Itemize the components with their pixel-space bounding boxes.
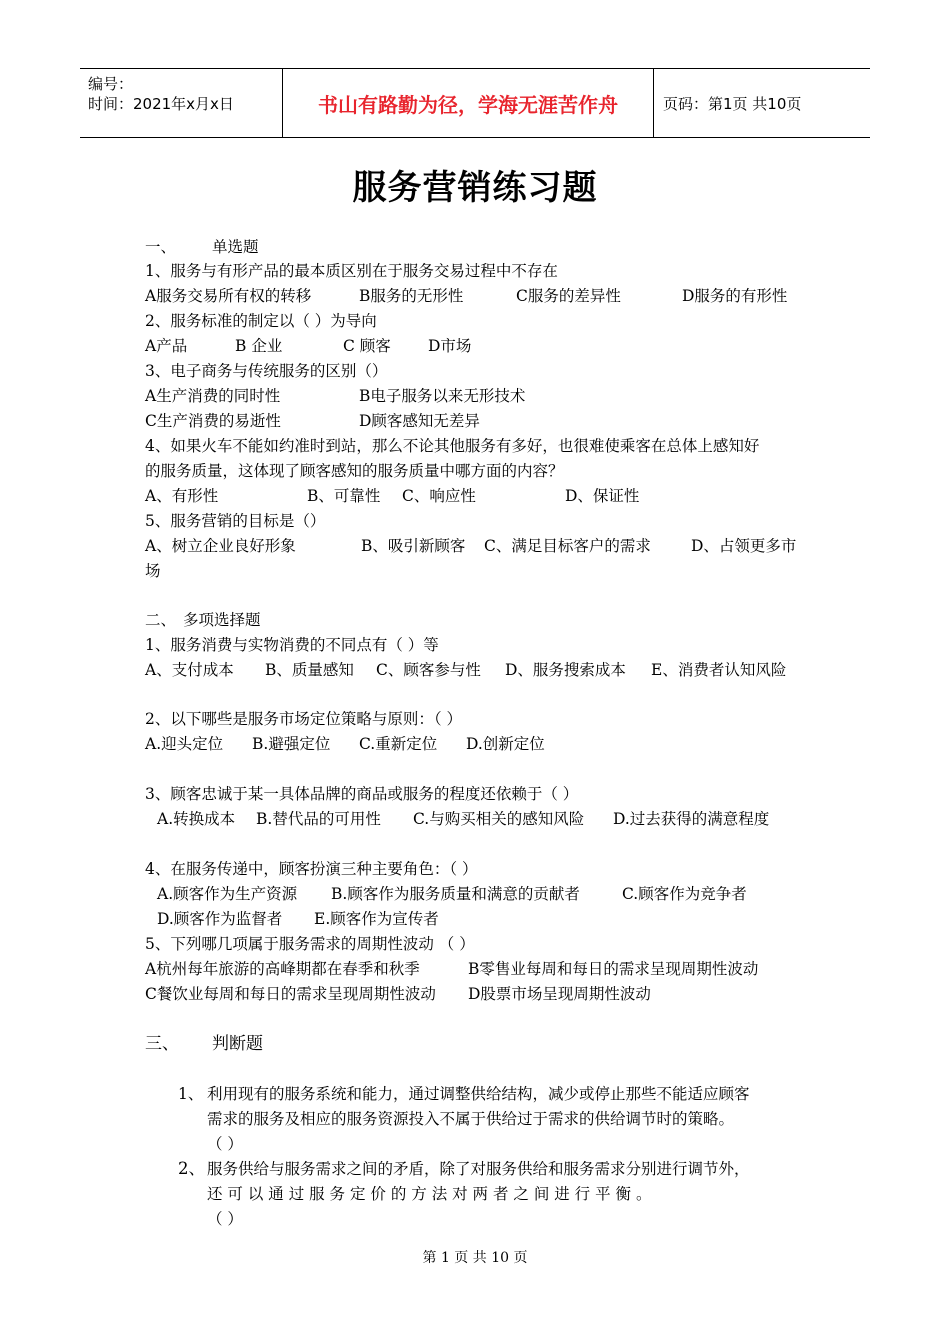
section-1-heading: 单选题 — [212, 238, 259, 256]
s2-question-5: 5、下列哪几项属于服务需求的周期性波动 （ ） — [145, 935, 475, 953]
s2-q4-option-c: C.顾客作为竞争者 — [622, 885, 747, 903]
s2-q4-option-a: A.顾客作为生产资源 — [157, 885, 298, 903]
s2-q3-option-c: C.与购买相关的感知风险 — [413, 810, 585, 828]
s1-q2-option-a: A产品 — [145, 337, 188, 355]
s1-question-3: 3、电子商务与传统服务的区别（） — [145, 362, 388, 380]
s1-q4-option-c: C、响应性 — [402, 487, 476, 505]
s1-q1-option-c: C服务的差异性 — [516, 287, 621, 305]
s1-q3-option-d: D顾客感知无差异 — [359, 412, 480, 430]
s1-question-5: 5、服务营销的目标是（） — [145, 512, 326, 530]
s2-q3-option-d: D.过去获得的满意程度 — [613, 810, 770, 828]
page-title: 服务营销练习题 — [352, 168, 598, 208]
s1-question-2: 2、服务标准的制定以（ ）为导向 — [145, 312, 377, 330]
s2-q3-option-a: A.转换成本 — [157, 810, 236, 828]
s1-question-4-line-1: 4、如果火车不能如约准时到站，那么不论其他服务有多好，也很难使乘客在总体上感知好 — [145, 437, 760, 455]
s2-q1-option-d: D、服务搜索成本 — [505, 661, 626, 679]
s2-q3-option-b: B.替代品的可用性 — [256, 810, 381, 828]
s2-q1-option-b: B、质量感知 — [265, 661, 354, 679]
s2-question-4: 4、在服务传递中，顾客扮演三种主要角色：（ ） — [145, 860, 478, 878]
s3-question-2-blank: （ ） — [207, 1210, 243, 1228]
s2-q4-option-d: D.顾客作为监督者 — [157, 910, 283, 928]
s1-q4-option-b: B、可靠性 — [307, 487, 381, 505]
s3-question-2-line-1: 服务供给与服务需求之间的矛盾，除了对服务供给和服务需求分别进行调节外， — [207, 1160, 750, 1178]
s2-question-3: 3、顾客忠诚于某一具体品牌的商品或服务的程度还依赖于（ ） — [145, 785, 579, 803]
time-label: 时间：2021年x月x日 — [88, 95, 234, 113]
s2-q5-option-d: D股票市场呈现周期性波动 — [468, 985, 651, 1003]
s2-q4-option-b: B.顾客作为服务质量和满意的贡献者 — [331, 885, 580, 903]
s3-question-1-number: 1、 — [178, 1085, 204, 1103]
section-2-heading: 多项选择题 — [183, 611, 261, 629]
s2-q1-option-a: A、支付成本 — [145, 661, 234, 679]
section-3-number: 三、 — [145, 1034, 179, 1054]
s1-q4-option-a: A、有形性 — [145, 487, 219, 505]
s3-question-1-line-2: 需求的服务及相应的服务资源投入不属于供给过于需求的供给调节时的策略。 — [207, 1110, 735, 1128]
s1-q2-option-d: D市场 — [428, 337, 472, 355]
s2-q5-option-a: A杭州每年旅游的高峰期都在春季和秋季 — [145, 960, 420, 978]
header-motto: 书山有路勤为径，学海无涯苦作舟 — [283, 69, 654, 137]
s3-question-2-number: 2、 — [178, 1159, 205, 1178]
header-page-info: 页码：第1页 共10页 — [663, 95, 802, 113]
s2-q4-option-e: E.顾客作为宣传者 — [314, 910, 439, 928]
section-1-number: 一、 — [145, 238, 177, 256]
s2-q5-option-b: B零售业每周和每日的需求呈现周期性波动 — [468, 960, 759, 978]
s1-q3-option-a: A生产消费的同时性 — [145, 387, 281, 405]
s2-question-1: 1、服务消费与实物消费的不同点有（ ）等 — [145, 636, 439, 654]
header-meta-cell — [80, 69, 283, 137]
s1-q3-option-c: C生产消费的易逝性 — [145, 412, 281, 430]
number-label: 编号： — [88, 75, 134, 93]
s1-question-4-line-2: 的服务质量，这体现了顾客感知的服务质量中哪方面的内容？ — [145, 462, 564, 480]
document-header — [80, 68, 870, 138]
s1-q5-option-d: D、占领更多市 — [691, 537, 797, 555]
s2-q5-option-c: C餐饮业每周和每日的需求呈现周期性波动 — [145, 985, 436, 1003]
s1-q2-option-c: C 顾客 — [343, 337, 391, 355]
s3-question-1-line-1: 利用现有的服务系统和能力，通过调整供给结构，减少或停止那些不能适应顾客 — [207, 1085, 750, 1103]
s2-q1-option-e: E、消费者认知风险 — [651, 661, 787, 679]
s1-q4-option-d: D、保证性 — [565, 487, 640, 505]
s1-q2-option-b: B 企业 — [235, 337, 283, 355]
s3-question-1-blank: （ ） — [207, 1135, 243, 1153]
s2-q2-option-c: C.重新定位 — [359, 735, 438, 753]
s2-q2-option-a: A.迎头定位 — [145, 735, 224, 753]
s1-q3-option-b: B电子服务以来无形技术 — [359, 387, 526, 405]
s2-q2-option-b: B.避强定位 — [252, 735, 331, 753]
page-footer: 第 1 页 共 10 页 — [422, 1250, 528, 1266]
section-2-number: 二、 — [145, 611, 177, 629]
s1-q1-option-d: D服务的有形性 — [682, 287, 788, 305]
section-3-heading: 判断题 — [212, 1034, 263, 1054]
s2-q2-option-d: D.创新定位 — [466, 735, 545, 753]
s1-q5-option-c: C、满足目标客户的需求 — [484, 537, 651, 555]
s3-question-2-line-2: 还 可 以 通 过 服 务 定 价 的 方 法 对 两 者 之 间 进 行 平 衡 。 — [207, 1185, 652, 1203]
s2-question-2: 2、以下哪些是服务市场定位策略与原则：（ ） — [145, 710, 463, 728]
s1-q5-option-a: A、树立企业良好形象 — [145, 537, 296, 555]
s2-q1-option-c: C、顾客参与性 — [376, 661, 481, 679]
s1-q1-option-a: A服务交易所有权的转移 — [145, 287, 312, 305]
s1-q1-option-b: B服务的无形性 — [359, 287, 464, 305]
s1-question-1: 1、服务与有形产品的最本质区别在于服务交易过程中不存在 — [145, 262, 558, 280]
s1-q5-option-b: B、吸引新顾客 — [361, 537, 466, 555]
s1-q5-option-d-continued: 场 — [145, 562, 161, 580]
